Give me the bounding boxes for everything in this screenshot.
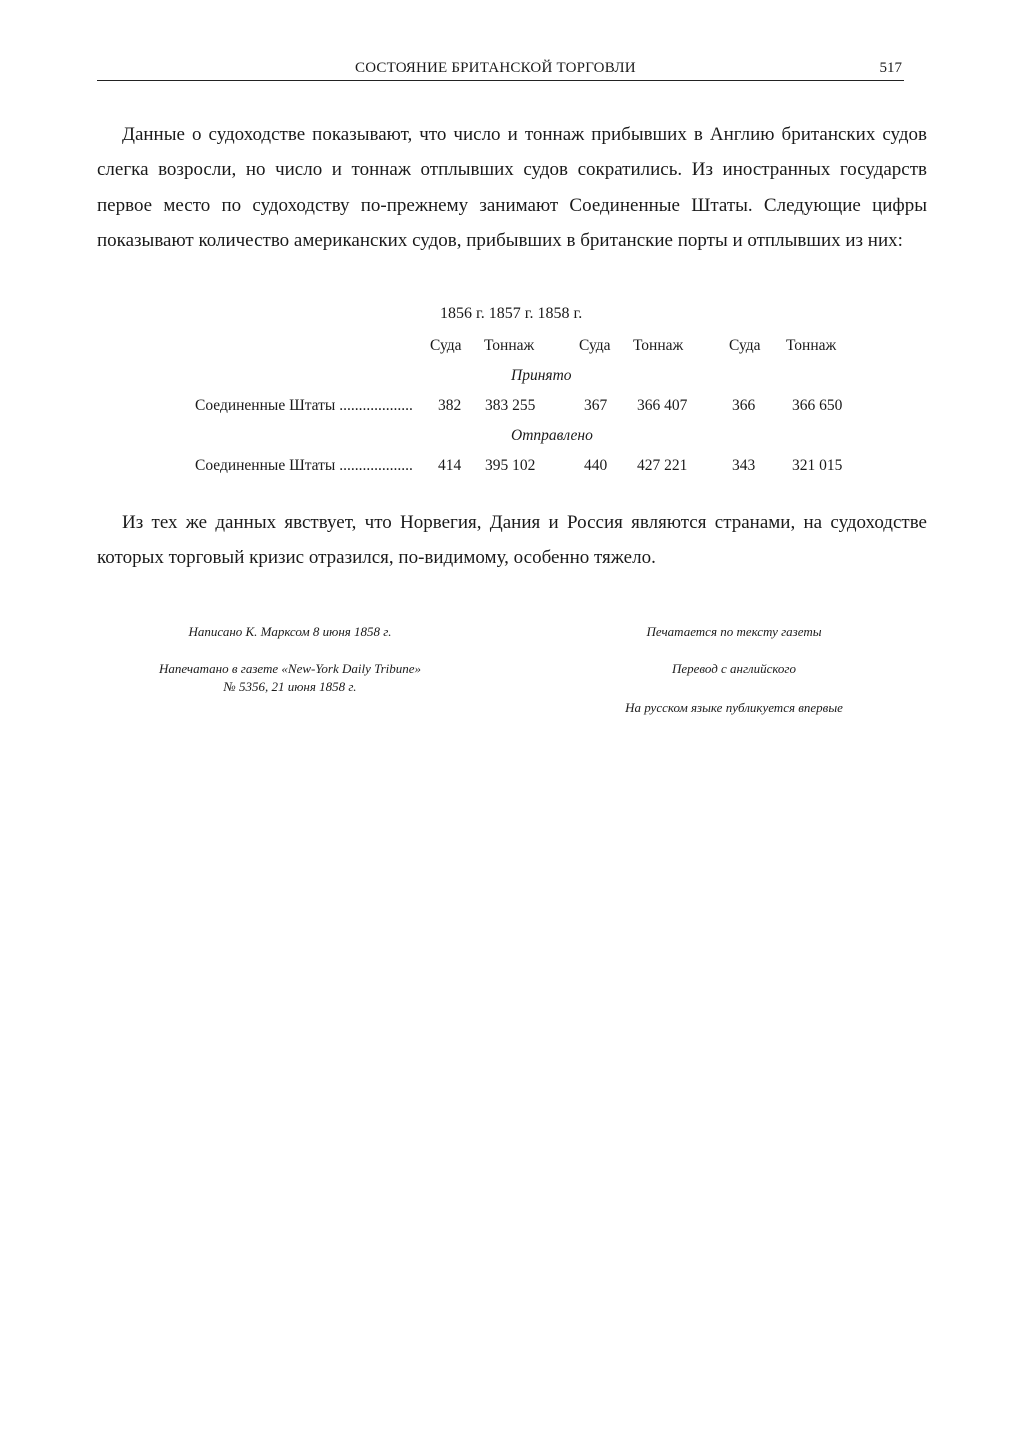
- cell-sent-ships-1857: 440: [584, 457, 608, 474]
- row-label-usa-received: Соединенные Штаты ...................: [195, 397, 413, 414]
- note-printed-in: Напечатано в газете «New-York Daily Tribune»: [158, 661, 422, 676]
- cell-sent-tonnage-1856: 395 102: [485, 457, 536, 474]
- cell-sent-tonnage-1858: 321 015: [792, 457, 843, 474]
- column-header-tonnage-1856: Тоннаж: [484, 337, 535, 354]
- row-label-usa-sent: Соединенные Штаты ...................: [195, 457, 413, 474]
- cell-sent-tonnage-1857: 427 221: [637, 457, 688, 474]
- page-header: [97, 58, 904, 81]
- paragraph-shipping: Данные о судоходстве показывают, что число и тоннаж прибывших в Англию британских судов слегка возросли, но число и тоннаж отплывших судов сократились. Из иностранных государств первое место по судоходству по-прежнему занимают Соединенные Штаты. Следующие цифры показывают количество американских судов, прибывших в британские порты и отплывших из них:: [97, 124, 927, 252]
- note-source-text: Печатается по тексту газеты: [646, 624, 822, 639]
- column-header-tonnage-1858: Тоннаж: [786, 337, 837, 354]
- paragraph-conclusion: Из тех же данных явствует, что Норвегия, Дания и Россия являются странами, на судоходстве которых торговый кризис отразился, по-видимому, особенно тяжело.: [97, 512, 927, 569]
- page-number: 517: [879, 60, 902, 76]
- cell-received-ships-1858: 366: [732, 397, 756, 414]
- cell-received-ships-1856: 382: [438, 397, 462, 414]
- note-first-publication: На русском языке публикуется впервые: [625, 700, 843, 715]
- note-translation: Перевод с английского: [671, 661, 797, 676]
- cell-received-ships-1857: 367: [584, 397, 608, 414]
- section-title-sent: Отправлено: [511, 427, 593, 444]
- note-issue-date: № 5356, 21 июня 1858 г.: [223, 679, 357, 694]
- table-years-line: 1856 г. 1857 г. 1858 г.: [440, 305, 583, 322]
- cell-sent-ships-1858: 343: [732, 457, 756, 474]
- column-header-ships-1856: Суда: [430, 337, 462, 354]
- running-title: СОСТОЯНИЕ БРИТАНСКОЙ ТОРГОВЛИ: [355, 60, 636, 76]
- section-title-received: Принято: [511, 367, 572, 384]
- column-header-ships-1858: Суда: [729, 337, 761, 354]
- note-written-by: Написано К. Марксом 8 июня 1858 г.: [188, 624, 392, 639]
- cell-received-tonnage-1857: 366 407: [637, 397, 688, 414]
- cell-sent-ships-1856: 414: [438, 457, 462, 474]
- column-header-ships-1857: Суда: [579, 337, 611, 354]
- cell-received-tonnage-1856: 383 255: [485, 397, 536, 414]
- column-header-tonnage-1857: Тоннаж: [633, 337, 684, 354]
- cell-received-tonnage-1858: 366 650: [792, 397, 843, 414]
